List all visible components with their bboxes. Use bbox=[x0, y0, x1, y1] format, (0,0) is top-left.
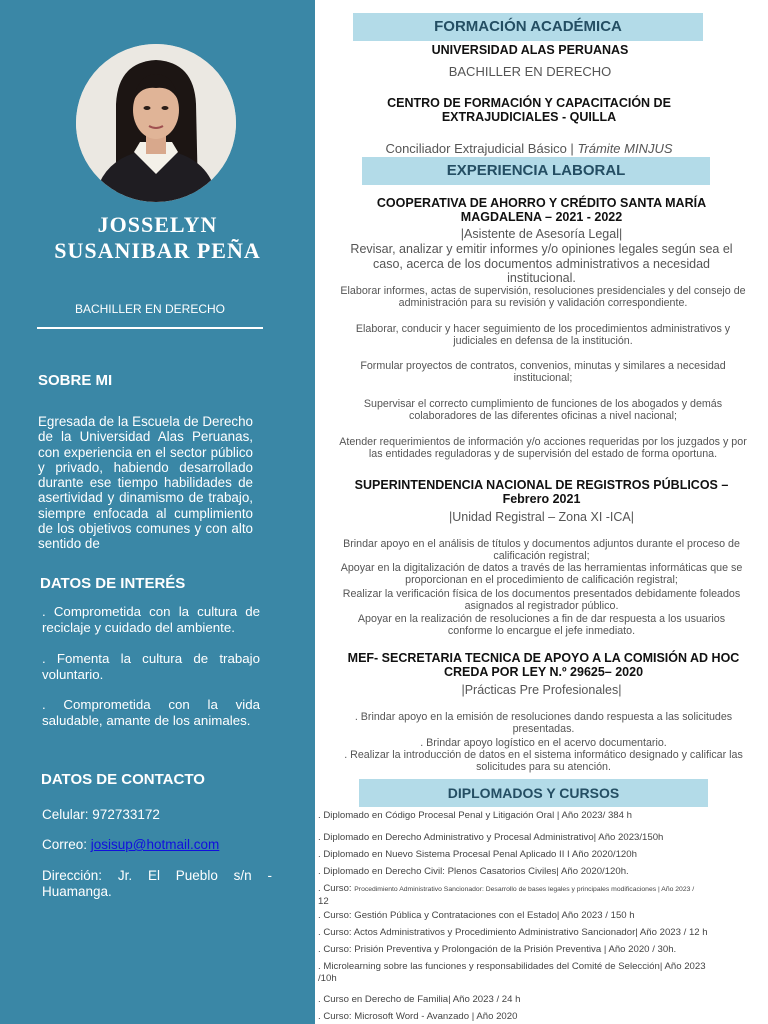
org-line-1: SUPERINTENDENCIA NACIONAL DE REGISTROS PÚBLICOS – bbox=[354, 478, 729, 492]
contact-email bbox=[42, 837, 272, 853]
diplomas-heading: DIPLOMADOS Y CURSOS bbox=[359, 779, 708, 807]
diploma-item: . Curso: Actos Administrativos y Procedimiento Administrativo Sancionador| Año 2023 / 12 h bbox=[318, 927, 708, 938]
name-line-1: JOSSELYN bbox=[97, 212, 218, 237]
diploma-prefix: . Curso: bbox=[318, 883, 352, 894]
interest-item: . Comprometida con la cultura de reciclaje y cuidado del ambiente. bbox=[42, 604, 260, 635]
job-role: |Prácticas Pre Profesionales| bbox=[461, 683, 622, 697]
job-lead: Revisar, analizar y emitir informes y/o opiniones legales según sea el caso, acerca de los documentos administrativos a necesidad institucional. bbox=[350, 242, 733, 285]
degree-label: BACHILLER EN DERECHO bbox=[74, 302, 226, 316]
diploma-item: . Curso: Prisión Preventiva y Prolongación de la Prisión Preventiva | Año 2020 / 30h. bbox=[318, 944, 677, 955]
job-duty: . Brindar apoyo en la emisión de resoluciones dando respuesta a las solicitudes presentadas. bbox=[354, 711, 733, 736]
diploma-small-text: Procedimiento Administrativo Sancionador: Desarrollo de bases legales y principales modificaciones | Año 2023 / bbox=[354, 886, 695, 893]
email-label: Correo: bbox=[42, 837, 88, 852]
job-org bbox=[336, 651, 751, 679]
contact-heading: DATOS DE CONTACTO bbox=[41, 771, 205, 788]
job-role: |Unidad Registral – Zona XI -ICA| bbox=[448, 510, 635, 524]
job-duty: Realizar la verificación física de los documentos presentados debidamente foleados asignados al registrador público. bbox=[342, 588, 741, 613]
diploma-item bbox=[318, 883, 758, 896]
address-label: Dirección: bbox=[42, 868, 103, 883]
detail-text: Conciliador Extrajudicial Básico | bbox=[385, 141, 574, 156]
diploma-item: . Diplomado en Derecho Civil: Plenos Casatorios Civiles| Año 2020/120h. bbox=[318, 866, 629, 877]
portrait-image bbox=[76, 44, 236, 202]
diploma-item: . Diplomado en Código Procesal Penal y Litigación Oral | Año 2023/ 384 h bbox=[318, 810, 632, 821]
phone-value: 972733172 bbox=[92, 807, 160, 822]
job-org bbox=[340, 196, 743, 224]
divider bbox=[37, 327, 263, 329]
org-line-2: Febrero 2021 bbox=[502, 492, 581, 506]
address-value: Jr. El Pueblo s/n - Huamanga. bbox=[42, 868, 272, 899]
institution-line-1: CENTRO DE FORMACIÓN Y CAPACITACIÓN DE bbox=[387, 96, 671, 110]
job-duty: Elaborar, conducir y hacer seguimiento de los procedimientos administrativos y judiciales en defensa de la institución. bbox=[355, 323, 731, 348]
interests-heading: DATOS DE INTERÉS bbox=[40, 575, 186, 592]
sidebar bbox=[0, 0, 315, 1024]
candidate-name bbox=[20, 212, 295, 264]
contact-phone bbox=[42, 807, 272, 823]
about-heading: SOBRE MI bbox=[38, 372, 113, 389]
diploma-item: . Curso: Microsoft Word - Avanzado | Año 2020 bbox=[318, 1011, 518, 1022]
org-line-2: MAGDALENA – 2021 - 2022 bbox=[460, 210, 623, 224]
org-line-1: MEF- SECRETARIA TECNICA DE APOYO A LA COMISIÓN AD HOC bbox=[347, 651, 740, 665]
job-duty: Apoyar en la digitalización de datos a través de las herramientas informáticas que se proporcionan en el procedimiento de calificación registral; bbox=[340, 562, 743, 587]
diploma-item-continuation: 12 bbox=[318, 896, 329, 907]
job-duty: . Brindar apoyo logístico en el acervo documentario. bbox=[420, 737, 667, 749]
diploma-item: . Curso en Derecho de Familia| Año 2023 / 24 h bbox=[318, 994, 521, 1005]
name-line-2: SUSANIBAR PEÑA bbox=[54, 238, 261, 263]
job-duty: . Realizar la introducción de datos en el sistema informático designado y calificar las solicitudes para su atención. bbox=[344, 749, 743, 774]
email-link[interactable]: josisup@hotmail.com bbox=[90, 837, 220, 852]
job-duty: Elaborar informes, actas de supervisión, resoluciones presidenciales y del consejo de administración para su revisión y validación correspondiente. bbox=[340, 285, 746, 310]
diploma-item: . Curso: Gestión Pública y Contrataciones con el Estado| Año 2023 / 150 h bbox=[318, 910, 635, 921]
detail-italic: Trámite MINJUS bbox=[577, 141, 673, 156]
phone-label: Celular: bbox=[42, 807, 89, 822]
diploma-text: . Microlearning sobre las funciones y responsabilidades del Comité de Selección| Año 2023 bbox=[318, 961, 706, 972]
diploma-item-continuation: /10h bbox=[318, 973, 337, 984]
education-detail: BACHILLER EN DERECHO bbox=[448, 64, 612, 79]
diploma-item: . Diplomado en Nuevo Sistema Procesal Penal Aplicado II I Año 2020/120h bbox=[318, 849, 637, 860]
contact-address bbox=[42, 868, 272, 900]
experience-heading: EXPERIENCIA LABORAL bbox=[362, 157, 710, 185]
interest-item: . Fomenta la cultura de trabajo voluntario. bbox=[42, 651, 260, 682]
education-institution: UNIVERSIDAD ALAS PERUANAS bbox=[431, 43, 629, 57]
job-duty: Supervisar el correcto cumplimiento de funciones de los abogados y demás colaboradores de las diferentes oficinas a nivel nacional; bbox=[363, 398, 723, 423]
job-duty: Formular proyectos de contratos, convenios, minutas y similares a necesidad institucional; bbox=[360, 360, 726, 385]
education-detail bbox=[340, 141, 718, 156]
education-institution bbox=[340, 96, 718, 124]
job-org bbox=[340, 478, 743, 506]
diploma-item: . Diplomado en Derecho Administrativo y Procesal Administrativo| Año 2023/150h bbox=[318, 832, 664, 843]
job-role: |Asistente de Asesoría Legal| bbox=[460, 227, 623, 241]
org-line-2: CREDA POR LEY N.º 29625– 2020 bbox=[443, 665, 644, 679]
institution-line-2: EXTRAJUDICIALES - QUILLA bbox=[441, 110, 617, 124]
org-line-1: COOPERATIVA DE AHORRO Y CRÉDITO SANTA MARÍA bbox=[376, 196, 707, 210]
about-text: Egresada de la Escuela de Derecho de la Universidad Alas Peruanas, con experiencia en el sector público y privado, habiendo desarrollado durante ese tiempo habilidades de asertividad y dinamismo de trabajo, siempre enfocada al cumplimiento de los objetivos comunes y con alto sentido de bbox=[38, 414, 253, 552]
interest-item: . Comprometida con la vida saludable, amante de los animales. bbox=[42, 697, 260, 728]
job-duty: Brindar apoyo en el análisis de títulos y documentos adjuntos durante el proceso de calificación registral; bbox=[343, 538, 740, 563]
job-duty: Apoyar en la realización de resoluciones a fin de dar respuesta a los usuarios conforme lo encargue el jefe inmediato. bbox=[357, 613, 726, 638]
profile-photo bbox=[76, 44, 236, 202]
job-duty: Atender requerimientos de información y/o acciones requeridas por los juzgados y por las entidades reguladoras y de supervisión del estado de forma oportuna. bbox=[339, 436, 747, 461]
diploma-item bbox=[318, 961, 752, 985]
education-heading: FORMACIÓN ACADÉMICA bbox=[353, 13, 703, 41]
